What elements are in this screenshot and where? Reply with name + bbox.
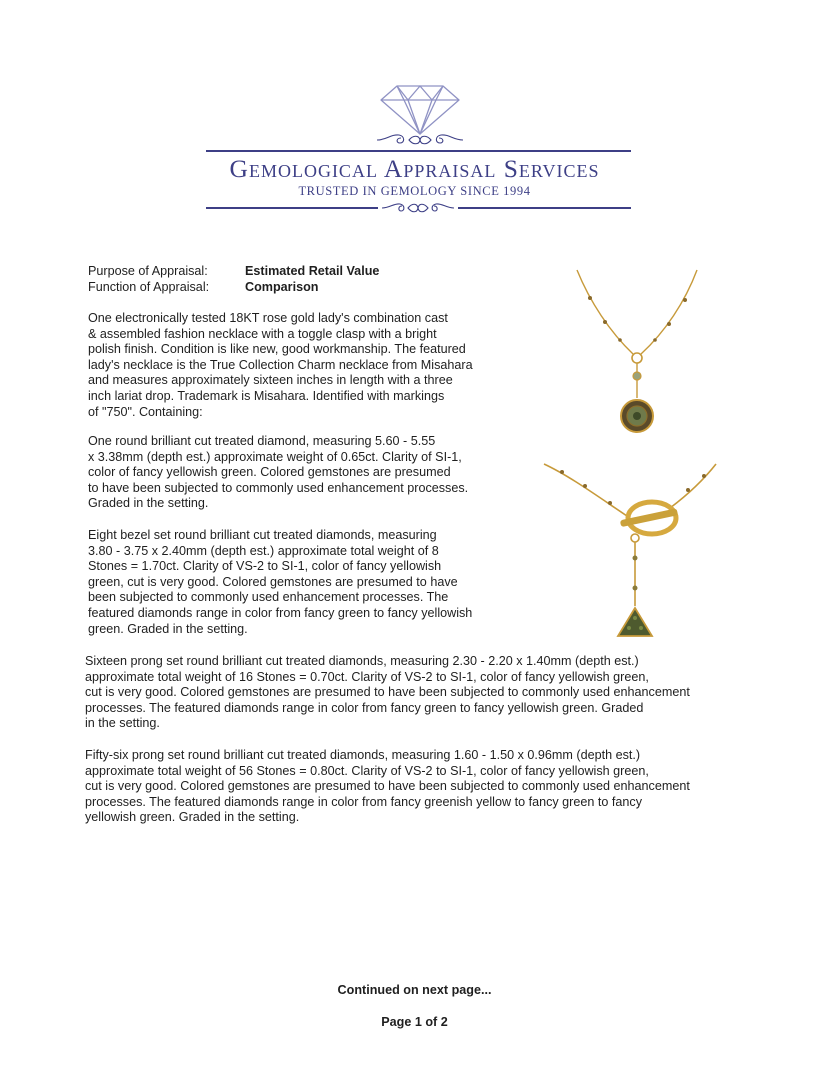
text-line: x 3.38mm (depth est.) approximate weight of 0.65ct. Clarity of SI-1,	[88, 449, 462, 464]
text-line: of "750". Containing:	[88, 404, 203, 419]
function-value: Comparison	[245, 280, 319, 294]
text-line: Sixteen prong set round brilliant cut treated diamonds, measuring 2.30 - 2.20 x 1.40mm (depth est.)	[85, 654, 639, 668]
page-number: Page 1 of 2	[381, 1015, 448, 1029]
description-paragraph	[88, 311, 473, 420]
company-tagline: TRUSTED IN GEMOLOGY SINCE 1994	[298, 184, 531, 198]
purpose-row	[88, 263, 379, 279]
text-line: & assembled fashion necklace with a toggle clasp with a bright	[88, 326, 437, 341]
center-diamond-paragraph	[88, 434, 468, 512]
text-line: yellowish green. Graded in the setting.	[85, 810, 300, 825]
header-rule-bottom-right	[458, 207, 631, 209]
diamond-logo-icon	[375, 82, 465, 138]
text-line: in the setting.	[85, 716, 160, 731]
sixteen-diamonds-paragraph	[85, 654, 690, 732]
text-line: One electronically tested 18KT rose gold lady's combination cast	[88, 311, 448, 325]
appraisal-details	[88, 263, 379, 295]
text-line: inch lariat drop. Trademark is Misahara. Identified with markings	[88, 388, 445, 403]
bezel-diamonds-paragraph	[88, 528, 472, 637]
text-line: color of fancy yellowish green. Colored gemstones are presumed	[88, 465, 451, 480]
flourish-ornament-icon	[380, 200, 456, 216]
text-line: approximate total weight of 16 Stones = 0.70ct. Clarity of VS-2 to SI-1, color of fancy yellowish green,	[85, 669, 649, 684]
header-rule-top	[206, 150, 631, 152]
header-rule-bottom-left	[206, 207, 378, 209]
text-line: green. Graded in the setting.	[88, 621, 248, 636]
function-label: Function of Appraisal:	[88, 280, 210, 294]
fifty-six-diamonds-paragraph	[85, 748, 690, 826]
continued-note: Continued on next page...	[337, 983, 492, 997]
company-name: Gemological Appraisal Services	[229, 154, 600, 183]
text-line: Stones = 1.70ct. Clarity of VS-2 to SI-1, color of fancy yellowish	[88, 559, 442, 574]
necklace-pendant-photo	[565, 262, 715, 442]
function-row	[88, 279, 379, 295]
text-line: 3.80 - 3.75 x 2.40mm (depth est.) approximate total weight of 8	[88, 543, 439, 558]
text-line: polish finish. Condition is like new, good workmanship. The featured	[88, 342, 466, 357]
text-line: featured diamonds range in color from fancy green to fancy yellowish	[88, 605, 473, 620]
text-line: processes. The featured diamonds range in color from fancy green to fancy yellowish green. Graded	[85, 700, 644, 715]
text-line: and measures approximately sixteen inches in length with a three	[88, 373, 453, 388]
text-line: Fifty-six prong set round brilliant cut treated diamonds, measuring 1.60 - 1.50 x 0.96mm (depth est.)	[85, 748, 641, 762]
text-line: cut is very good. Colored gemstones are presumed to have been subjected to commonly used enhancement	[85, 779, 690, 794]
text-line: Eight bezel set round brilliant cut treated diamonds, measuring	[88, 528, 437, 542]
text-line: green, cut is very good. Colored gemstones are presumed to have	[88, 574, 458, 589]
text-line: approximate total weight of 56 Stones = 0.80ct. Clarity of VS-2 to SI-1, color of fancy yellowish green,	[85, 763, 649, 778]
text-line: lady's necklace is the True Collection Charm necklace from Misahara	[88, 357, 473, 372]
text-line: to have been subjected to commonly used enhancement processes.	[88, 480, 469, 495]
purpose-value: Estimated Retail Value	[245, 264, 380, 278]
text-line: processes. The featured diamonds range in color from fancy greenish yellow to fancy green to fancy	[85, 794, 642, 809]
text-line: been subjected to commonly used enhancement processes. The	[88, 590, 449, 605]
purpose-label: Purpose of Appraisal:	[88, 264, 208, 278]
necklace-toggle-photo	[540, 458, 720, 640]
text-line: Graded in the setting.	[88, 496, 209, 511]
flourish-ornament-icon	[375, 132, 465, 148]
text-line: cut is very good. Colored gemstones are presumed to have been subjected to commonly used enhancement	[85, 685, 690, 700]
text-line: One round brilliant cut treated diamond, measuring 5.60 - 5.55	[88, 434, 436, 448]
